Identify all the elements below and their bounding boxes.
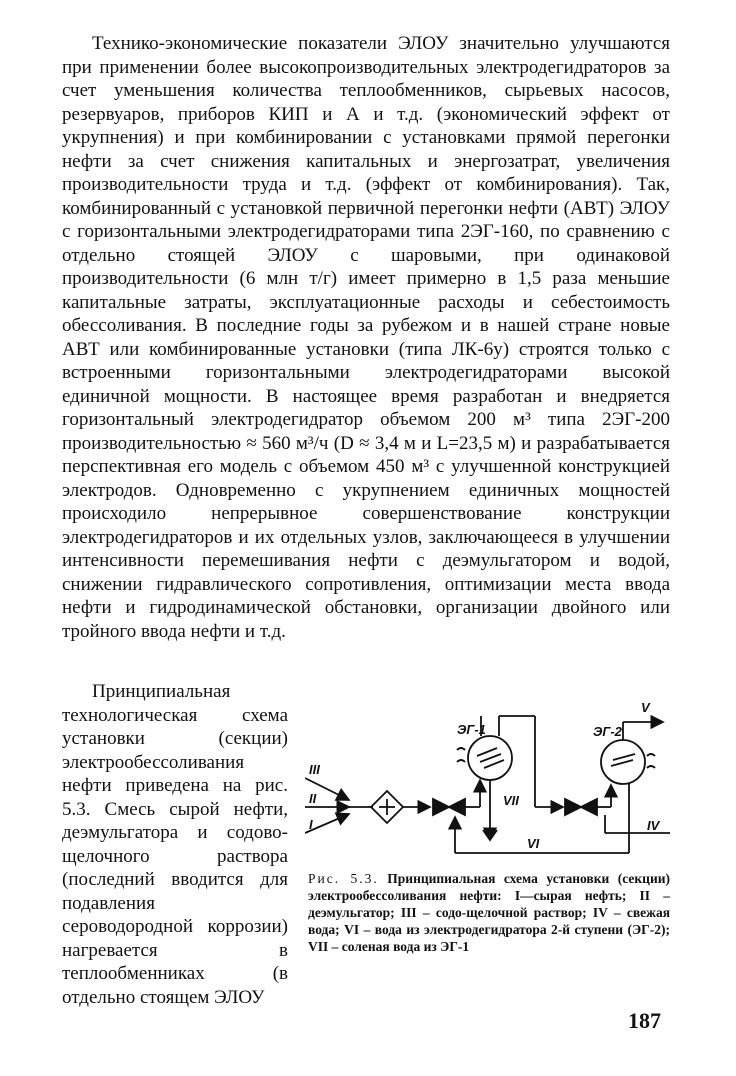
label-IV: IV: [647, 818, 660, 833]
figure-caption: [308, 870, 670, 955]
label-V: V: [641, 700, 650, 715]
page-number: 187: [628, 1008, 661, 1033]
figure-caption-label: Рис. 5.3.: [308, 871, 379, 886]
label-eg1: ЭГ-1: [457, 722, 486, 737]
label-I: I: [309, 817, 313, 832]
diagram-svg: [305, 690, 675, 865]
body-paragraph-2: Принципиальная технологическая схема установки (секции) электрообессоливания нефти приведена на рис. 5.3. Смесь сырой нефти, деэмульгатора и содово-щелочного раствора (последний вводится для подавления сероводородной коррозии) нагревается в теплообменниках (в отдельно стоящем ЭЛОУ: [62, 681, 288, 1008]
label-VI: VI: [527, 836, 540, 851]
label-III: III: [309, 762, 320, 777]
label-VII: VII: [503, 793, 519, 808]
label-eg2: ЭГ-2: [593, 724, 622, 739]
body-paragraph-1: Технико-экономические показатели ЭЛОУ значительно улучшаются при применении более высокопроизводительных электродегидраторов за счет уменьшения количества теплообменников, сырьевых насосов, резервуаров, приборов КИП и А и т.д. (экономический эффект от укрупнения) и при комбинировании с установками прямой перегонки нефти за счет снижения капитальных и энергозатрат, увеличения производительности труда и т.д. (эффект от комбинирования). Так, комбинированный с установкой первичной перегонки нефти (АВТ) ЭЛОУ с горизонтальными электродегидраторами типа 2ЭГ-160, по сравнению с отдельно стоящей ЭЛОУ с шаровыми, при одинаковой производительности (6 млн т/г) имеет примерно в 1,5 раза меньшие капитальные затраты, эксплуатационные расходы и себестоимость обессоливания. В последние годы за рубежом и в нашей стране новые АВТ или комбинированные установки (типа ЛК-6у) строятся только с встроенными горизонтальными электродегидраторами высокой единичной мощности. В настоящее время разработан и внедряется горизонтальный электродегидратор объемом 200 м³ типа 2ЭГ-200 производительностью ≈ 560 м³/ч (D ≈ 3,4 м и L=23,5 м) и разрабатывается перспективная его модель с объемом 450 м³ с улучшенной конструкцией электродов. Одновременно с укрупнением единичных мощностей происходило непрерывное совершенствование конструкции электродегидраторов и их отдельных узлов, заключающееся в улучшении интенсивности перемешивания нефти с деэмульгатором и водой, снижении гидравлического сопротивления, оптимизации места ввода нефти и гидродинамической обстановки, организации двойного или тройного ввода нефти и т.д.: [62, 33, 670, 642]
label-II: II: [309, 791, 317, 806]
process-flow-diagram: [305, 690, 675, 865]
figure-caption-text: Принципиальная схема установки (секции) электрообессоливания нефти: I—сырая нефть; II – деэмульгатор; III – содо-щелочной раствор; IV – свежая вода; VI – вода из электродегидратора 2-й ступени (ЭГ-2); VII – соленая вода из ЭГ-1: [308, 871, 670, 954]
